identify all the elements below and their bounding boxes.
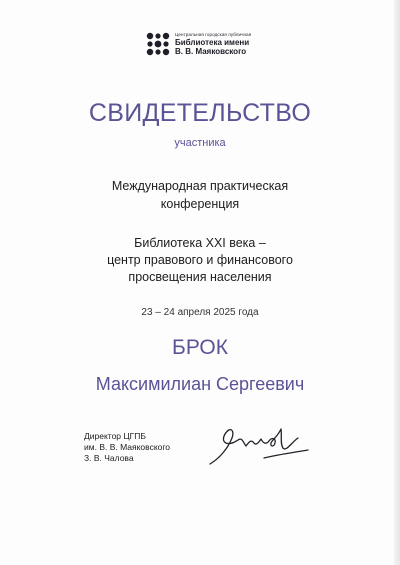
certificate-title: СВИДЕТЕЛЬСТВО <box>88 99 312 127</box>
library-logo-text <box>175 32 251 56</box>
conference-name <box>0 177 400 213</box>
logo-line-2: Библиотека имени <box>175 38 250 47</box>
theme-line-2: центр правового и финансового <box>107 253 293 267</box>
certificate-subtitle: участника <box>174 137 226 149</box>
conference-line-2: конференция <box>160 197 240 211</box>
conference-theme <box>0 235 400 286</box>
logo-line-1: Центральная городская публичная <box>175 32 252 37</box>
logo-line-3: В. В. Маяковского <box>175 47 247 56</box>
signatory-organization: им. В. В. Маяковского <box>84 442 171 452</box>
participant-given-names: Максимилиан Сергеевич <box>95 374 305 394</box>
conference-dates: 23 – 24 апреля 2025 года <box>141 307 259 318</box>
theme-line-1: Библиотека XXI века – <box>134 236 266 250</box>
library-logo <box>146 32 251 56</box>
conference-line-1: Международная практическая <box>111 179 289 193</box>
theme-line-3: просвещения населения <box>128 270 272 284</box>
signatory-block <box>84 431 170 464</box>
library-logo-icon <box>146 32 170 56</box>
handwritten-signature <box>206 412 314 472</box>
participant-surname: БРОК <box>172 336 228 359</box>
signatory-name: З. В. Чалова <box>84 453 134 463</box>
signatory-position: Директор ЦГПБ <box>84 431 146 441</box>
